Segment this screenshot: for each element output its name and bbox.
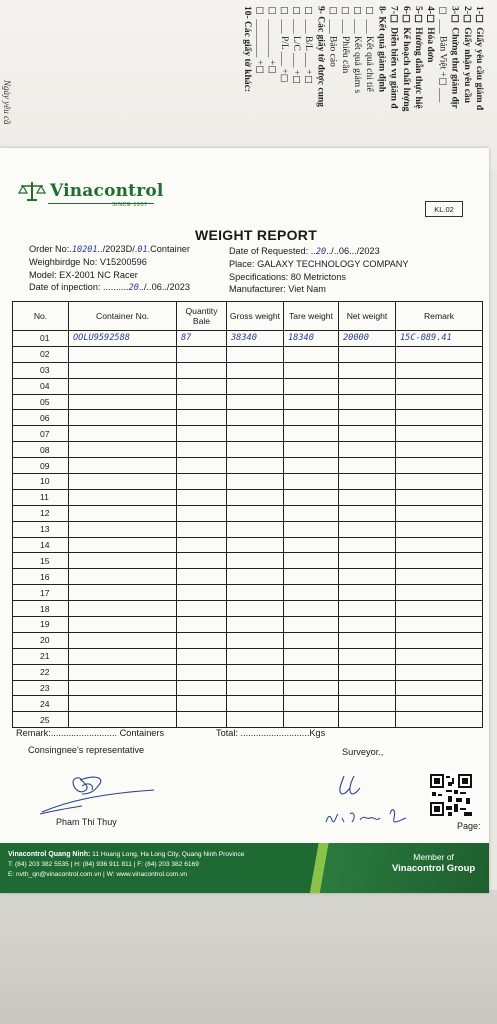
weight-table [12,301,483,728]
cell-no: 25 [13,712,69,728]
table-row [13,474,483,490]
cell-no: 18 [13,601,69,617]
cell-remark [396,458,483,474]
background-checklist-item: ☐ ________ +☐ [254,6,265,77]
cell-container-no [69,664,177,680]
table-row [13,585,483,601]
cell-no: 19 [13,617,69,633]
header-remark: Remark [396,302,483,331]
order-number: Order No:.10201../2023D/.01.Container [29,244,190,255]
cell-remark [396,442,483,458]
cell-remark [396,648,483,664]
cell-quantity [177,569,227,585]
cell-no: 15 [13,553,69,569]
cell-quantity [177,394,227,410]
inspection-date: Date of inpection: ..........20../..06../2023 [29,282,190,294]
cell-no: 02 [13,346,69,362]
cell-gross-weight [227,585,284,601]
cell-tare-weight [284,601,339,617]
cell-net-weight [339,648,396,664]
cell-remark [396,585,483,601]
cell-no: 16 [13,569,69,585]
cell-gross-weight [227,394,284,410]
info-right [229,245,409,296]
table-row [13,410,483,426]
cell-container-no [69,569,177,585]
cell-gross-weight [227,346,284,362]
cell-tare-weight [284,569,339,585]
cell-tare-weight [284,712,339,728]
cell-container-no [69,410,177,426]
cell-tare-weight [284,553,339,569]
cell-container-no [69,601,177,617]
cell-gross-weight [227,410,284,426]
cell-tare-weight [284,648,339,664]
cell-remark [396,505,483,521]
cell-remark [396,537,483,553]
cell-net-weight [339,426,396,442]
cell-tare-weight [284,394,339,410]
cell-tare-weight [284,362,339,378]
table-row [13,346,483,362]
cell-container-no [69,632,177,648]
cell-quantity [177,426,227,442]
specifications: Specifications: 80 Metrictons [229,271,346,282]
table-row [13,362,483,378]
cell-tare-weight [284,696,339,712]
cell-container-no [69,394,177,410]
cell-container-no: OOLU9592588 [69,331,177,347]
cell-remark [396,394,483,410]
cell-no: 11 [13,489,69,505]
cell-quantity [177,632,227,648]
cell-container-no [69,489,177,505]
header-container-no: Container No. [69,302,177,331]
cell-remark [396,696,483,712]
table-row [13,617,483,633]
cell-gross-weight [227,569,284,585]
cell-remark [396,489,483,505]
cell-gross-weight [227,664,284,680]
cell-quantity [177,378,227,394]
cell-container-no [69,617,177,633]
background-checklist-item: ☐ ___ Kết quả giám s [352,6,362,94]
member-of: Member of Vinacontrol Group [392,852,476,874]
cell-remark [396,426,483,442]
cell-net-weight [339,537,396,553]
weighbridge-number: Weighbirdge No: V15200596 [29,257,147,268]
header-quantity: Quantity Bale [177,302,227,331]
cell-quantity [177,346,227,362]
cell-remark [396,378,483,394]
cell-gross-weight [227,521,284,537]
table-row [13,632,483,648]
background-side-note: Ngày yêu cầ [2,80,12,125]
cell-gross-weight [227,489,284,505]
table-row [13,505,483,521]
info-left [29,243,190,295]
cell-tare-weight [284,458,339,474]
cell-tare-weight [284,426,339,442]
consignee-name: Pham Thi Thuy [56,817,117,827]
cell-tare-weight [284,346,339,362]
cell-gross-weight [227,553,284,569]
cell-net-weight [339,585,396,601]
cell-no: 09 [13,458,69,474]
table-row [13,378,483,394]
cell-remark: 15C-089.41 [396,331,483,347]
cell-net-weight [339,696,396,712]
cell-gross-weight [227,632,284,648]
cell-tare-weight [284,585,339,601]
model: Model: EX-2001 NC Racer [29,269,138,280]
cell-container-no [69,680,177,696]
manufacturer: Manufacturer: Viet Nam [229,284,326,295]
cell-gross-weight [227,601,284,617]
cell-no: 13 [13,521,69,537]
office-address [8,850,244,880]
office-contacts: E: nvth_qn@vinacontrol.com.vn | W: www.vinacontrol.com.vn [8,871,188,878]
background-checklist-item: 6-☐ Kế hoạch chất lượng [400,6,411,112]
cell-tare-weight [284,474,339,490]
cell-quantity [177,474,227,490]
cell-net-weight [339,410,396,426]
cell-tare-weight [284,410,339,426]
cell-container-no [69,442,177,458]
cell-no: 17 [13,585,69,601]
cell-net-weight [339,601,396,617]
background-checklist-item: 1-☐ Giấy yêu cầu giám đ [474,6,484,111]
form-code: KL.02 [425,201,463,217]
cell-container-no [69,648,177,664]
cell-quantity [177,664,227,680]
company-logo [18,180,164,202]
consignee-signature [36,772,161,818]
background-checklist-item: 10- Các giấy tờ khác: [242,6,253,93]
cell-gross-weight [227,680,284,696]
cell-container-no [69,585,177,601]
cell-remark [396,680,483,696]
cell-gross-weight [227,458,284,474]
remark-line: Remark:.......................... Containers [16,728,165,738]
cell-no: 03 [13,362,69,378]
header-no: No. [13,302,69,331]
cell-net-weight [339,680,396,696]
cell-remark [396,632,483,648]
cell-quantity [177,617,227,633]
cell-gross-weight [227,537,284,553]
background-checklist-item: ☐ ___ Phiếu cân [339,6,350,74]
cell-no: 22 [13,664,69,680]
cell-quantity [177,648,227,664]
background-checklist-item: 9- Các giấy tờ được cung [315,6,326,107]
table-surface [0,890,497,1024]
cell-quantity [177,537,227,553]
cell-quantity [177,680,227,696]
table-row [13,458,483,474]
qr-code [430,774,472,816]
table-row [13,426,483,442]
cell-net-weight [339,442,396,458]
cell-net-weight [339,521,396,537]
cell-net-weight [339,632,396,648]
cell-quantity [177,521,227,537]
cell-remark [396,569,483,585]
cell-quantity [177,458,227,474]
cell-gross-weight [227,505,284,521]
cell-tare-weight [284,489,339,505]
cell-tare-weight: 18340 [284,331,339,347]
cell-no: 05 [13,394,69,410]
background-checklist-item: 7-☐ Diễn biến vụ giám đ [388,6,399,109]
cell-remark [396,553,483,569]
header-tare-weight: Tare weight [284,302,339,331]
cell-remark [396,410,483,426]
cell-tare-weight [284,442,339,458]
cell-no: 23 [13,680,69,696]
cell-no: 04 [13,378,69,394]
cell-net-weight [339,712,396,728]
background-checklist-item: ☐ ________ +☐ [266,6,277,77]
cell-net-weight: 20000 [339,331,396,347]
table-row [13,394,483,410]
cell-container-no [69,362,177,378]
cell-container-no [69,426,177,442]
cell-net-weight [339,458,396,474]
total-line: Total: ...........................Kgs [216,728,326,738]
cell-quantity [177,410,227,426]
cell-no: 08 [13,442,69,458]
cell-gross-weight [227,474,284,490]
scales-icon [18,180,46,202]
table-row [13,680,483,696]
place: Place: GALAXY TECHNOLOGY COMPANY [229,259,409,270]
cell-net-weight [339,362,396,378]
cell-no: 14 [13,537,69,553]
logo-since: SINCE 1957 [112,202,148,208]
requested-date: Date of Requested: ..20../..06.../2023 [229,246,380,257]
background-checklist-item: 3-☐ Chứng thư giám địr [449,6,460,109]
background-checklist-item: 2-☐ Giấy nhận yêu cầu [461,6,472,104]
cell-gross-weight [227,378,284,394]
header-gross-weight: Gross weight [227,302,284,331]
background-checklist-item: 5-☐ Hướng dẫn thực hiệ [413,6,423,109]
cell-quantity [177,585,227,601]
consignee-label: Consingnee's representative [28,745,145,755]
cell-tare-weight [284,617,339,633]
background-checklist [0,0,497,160]
cell-quantity [177,712,227,728]
cell-gross-weight [227,426,284,442]
cell-quantity [177,489,227,505]
cell-no: 21 [13,648,69,664]
cell-no: 07 [13,426,69,442]
background-checklist-item: 8- Kết quả giám định [376,6,387,93]
cell-quantity [177,601,227,617]
surveyor-signature [320,770,420,832]
table-row [13,696,483,712]
background-checklist-item: ☐ ___ L/C ___ +☐ [291,6,301,87]
cell-net-weight [339,394,396,410]
background-checklist-item: ☐ ___ Báo cáo [327,6,338,67]
cell-tare-weight [284,632,339,648]
cell-quantity [177,505,227,521]
background-checklist-item: ☐ ___ P/L ___ +☐ [278,6,289,85]
cell-container-no [69,346,177,362]
cell-no: 10 [13,474,69,490]
table-row [13,331,483,347]
page-label: Page: [457,821,481,831]
cell-quantity [177,696,227,712]
surveyor-label: Surveyor., [342,747,384,757]
background-checklist-item: ☐ ___ Bản Việt +☐___ [437,6,448,103]
footer-band [0,843,489,893]
cell-gross-weight: 38340 [227,331,284,347]
cell-remark [396,362,483,378]
office-phones: T: (84) 203 382 5535 | H: (84) 936 911 811 | F: (84) 203 382 6169 [8,861,199,868]
cell-no: 06 [13,410,69,426]
cell-no: 12 [13,505,69,521]
cell-container-no [69,696,177,712]
background-checklist-item: 4-☐ Hóa đơn [425,6,436,63]
cell-container-no [69,553,177,569]
cell-container-no [69,474,177,490]
cell-remark [396,712,483,728]
table-row [13,521,483,537]
cell-tare-weight [284,378,339,394]
table-row [13,601,483,617]
table-row [13,537,483,553]
cell-container-no [69,712,177,728]
cell-quantity: 87 [177,331,227,347]
cell-no: 01 [13,331,69,347]
cell-container-no [69,458,177,474]
cell-quantity [177,553,227,569]
cell-net-weight [339,489,396,505]
cell-gross-weight [227,712,284,728]
cell-gross-weight [227,617,284,633]
cell-tare-weight [284,680,339,696]
cell-remark [396,664,483,680]
cell-net-weight [339,474,396,490]
cell-tare-weight [284,537,339,553]
cell-remark [396,346,483,362]
table-header-row [13,302,483,331]
report-title: WEIGHT REPORT [194,227,318,243]
table-row [13,442,483,458]
cell-container-no [69,521,177,537]
cell-container-no [69,537,177,553]
table-row [13,712,483,728]
cell-gross-weight [227,648,284,664]
table-row [13,489,483,505]
cell-no: 20 [13,632,69,648]
cell-quantity [177,442,227,458]
cell-net-weight [339,505,396,521]
office-name: Vinacontrol Quang Ninh: [8,851,91,858]
cell-container-no [69,505,177,521]
cell-gross-weight [227,362,284,378]
cell-net-weight [339,346,396,362]
cell-net-weight [339,664,396,680]
header-net-weight: Net weight [339,302,396,331]
cell-remark [396,521,483,537]
background-checklist-item: ☐ ___ B/L ___ +☐ [303,6,314,86]
background-checklist-item: ☐ ___ Kết quả chi tiế [364,6,375,92]
weight-report-sheet [0,148,489,893]
cell-remark [396,601,483,617]
cell-tare-weight [284,521,339,537]
cell-gross-weight [227,442,284,458]
company-name: Vinacontrol [50,181,164,201]
table-row [13,553,483,569]
cell-net-weight [339,617,396,633]
cell-tare-weight [284,664,339,680]
cell-container-no [69,378,177,394]
cell-net-weight [339,553,396,569]
cell-gross-weight [227,696,284,712]
cell-remark [396,474,483,490]
office-street: 11 Hoang Long, Ha Long City, Quang Ninh Province [92,851,245,858]
cell-no: 24 [13,696,69,712]
cell-net-weight [339,378,396,394]
cell-quantity [177,362,227,378]
table-row [13,648,483,664]
table-row [13,569,483,585]
cell-tare-weight [284,505,339,521]
table-row [13,664,483,680]
cell-net-weight [339,569,396,585]
cell-remark [396,617,483,633]
